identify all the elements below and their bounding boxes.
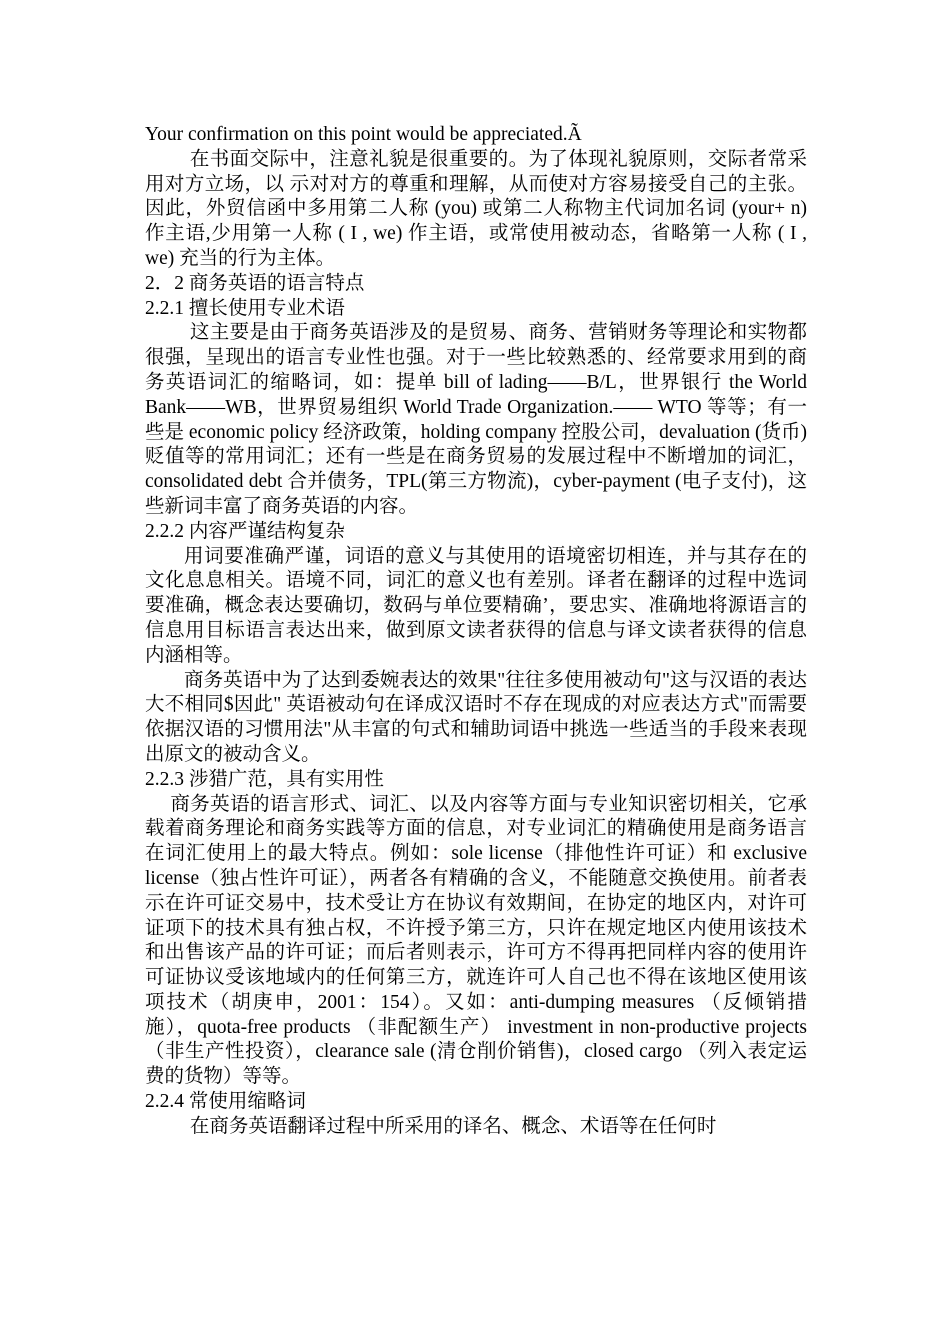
paragraph-confirmation: Your confirmation on this point would be appreciated.Ã (145, 124, 582, 145)
paragraph-practicality: 商务英语的语言形式、词汇、以及内容等方面与专业知识密切相关，它承载着商务理论和商务实践等方面的信息，对专业词汇的精确使用是商务语言在词汇使用上的最大特点。例如：sole license（排他性许可证）和 exclusive license（独占性许可证），两者各有精确的含义，不能随意交换使用。前者表示在许可证交易中，技术受让方在协议有效期间，在协定的地区内，对许可证项下的技术具有独占权，不许授予第三方，只许在规定地区内使用该技术和出售该产品的许可证；而后者则表示，许可方不得再把同样内容的使用许可证协议受该地域内的任何第三方，就连许可人自己也不得在该地区使用该项技术（胡庚申，2001：154）。又如：anti-dumping measures （反倾销措施），quota-free products （非配额生产） investment in non-productive projects （非生产性投资），clearance sale (清仓削价销售)，closed cargo （列入表定运费的货物）等等。 (145, 793, 807, 1088)
paragraph-politeness: 在书面交际中，注意礼貌是很重要的。为了体现礼貌原则，交际者常采用对方立场，以 示对对方的尊重和理解，从而使对方容易接受自己的主张。因此，外贸信函中多用第二人称 (you) 或第二人称物主代词加名词 (your+ n) 作主语,少用第一人称 ( I , we) 作主语，或常使用被动态，省略第一人称 ( I , we) 充当的行为主体。 (145, 148, 807, 269)
section-heading-2-2-2: 2.2.2 内容严谨结构复杂 (145, 520, 345, 542)
section-heading-2-2-1: 2.2.1 擅长使用专业术语 (145, 297, 345, 319)
section-heading-2-2-3: 2.2.3 涉猎广范，具有实用性 (145, 768, 384, 790)
section-heading-2-2: 2．2 商务英语的语言特点 (145, 272, 365, 294)
document-page (145, 123, 807, 1140)
paragraph-passive-voice: 商务英语中为了达到委婉表达的效果"往往多使用被动句"这与汉语的表达大不相同$因此" 英语被动句在译成汉语时不存在现成的对应表达方式"而需要依据汉语的习惯用法"从丰富的句式和辅助词语中挑选一些适当的手段来表现出原文的被动含义。 (145, 669, 807, 765)
paragraph-precision: 用词要准确严谨，词语的意义与其使用的语境密切相连，并与其存在的文化息息相关。语境不同，词汇的意义也有差别。译者在翻译的过程中选词要准确，概念表达要确切，数码与单位要精确’，要忠实、准确地将源语言的信息用目标语言表达出来，做到原文读者获得的信息与译文读者获得的信息内涵相等。 (145, 545, 807, 666)
paragraph-terminology: 这主要是由于商务英语涉及的是贸易、商务、营销财务等理论和实物都很强，呈现出的语言专业性也强。对于一些比较熟悉的、经常要求用到的商务英语词汇的缩略词，如：提单 bill of lading——B/L，世界银行 the World Bank——WB，世界贸易组织 World Trade Organization.—— WTO 等等；有一些是 economic policy 经济政策，holding company 控股公司，devaluation (货币)贬值等的常用词汇；还有一些是在商务贸易的发展过程中不断增加的词汇，consolidated debt 合并债务，TPL(第三方物流)，cyber-payment (电子支付)，这些新词丰富了商务英语的内容。 (145, 322, 807, 517)
paragraph-abbreviations: 在商务英语翻译过程中所采用的译名、概念、术语等在任何时 (189, 1115, 717, 1137)
section-heading-2-2-4: 2.2.4 常使用缩略词 (145, 1091, 306, 1113)
